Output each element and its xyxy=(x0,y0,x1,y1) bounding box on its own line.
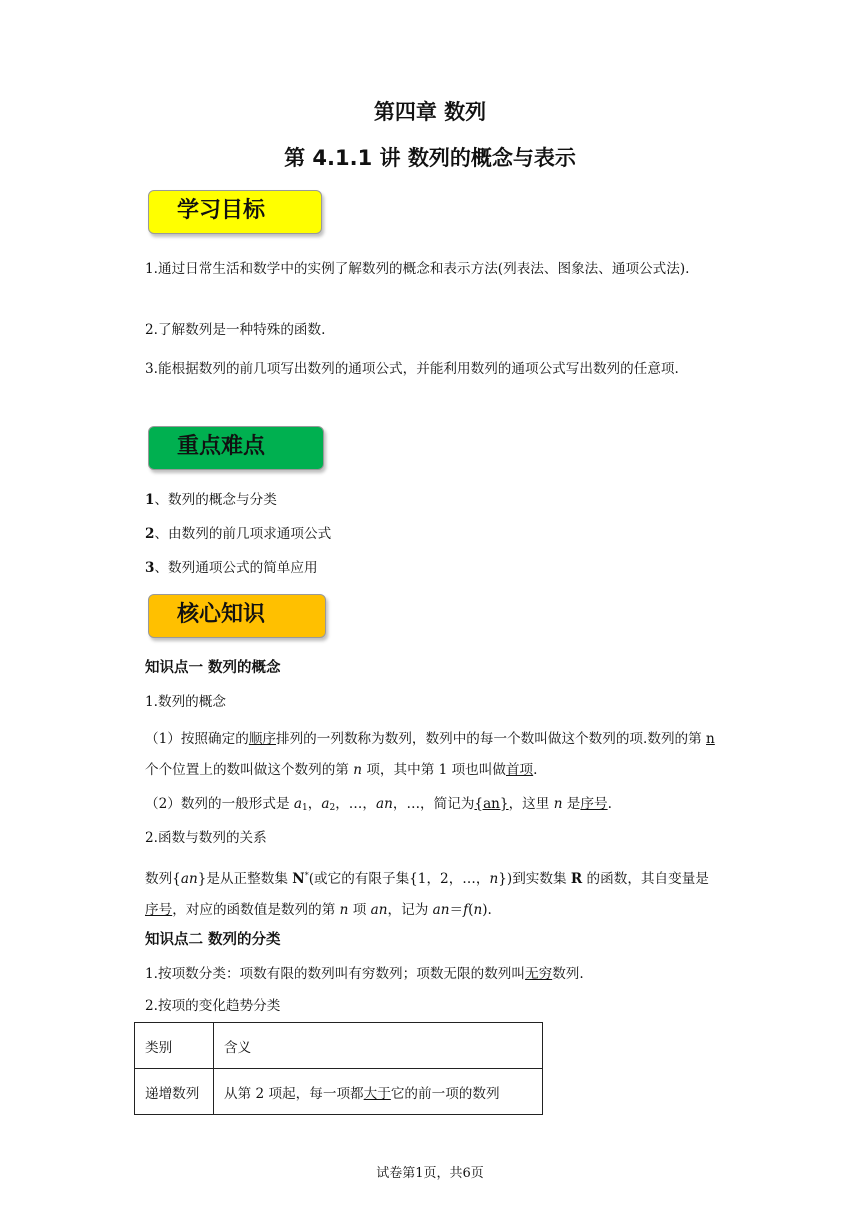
table-cell: 递增数列 xyxy=(135,1069,214,1115)
knowledge-point-1-heading: 知识点一 数列的概念 xyxy=(145,660,281,676)
goal-item-3: 3.能根据数列的前几项写出数列的通项公式，并能利用数列的通项公式写出数列的任意项. xyxy=(145,361,679,377)
keypoint-item-1 xyxy=(145,490,717,510)
table-cell: 从第 2 项起，每一项都大于它的前一项的数列 xyxy=(214,1069,543,1115)
banner-key-difficult-points xyxy=(148,426,324,470)
classification-table xyxy=(134,1022,543,1115)
subheading-classify-by-trend: 2.按项的变化趋势分类 xyxy=(145,998,281,1014)
keypoint-item-2 xyxy=(145,524,717,544)
banner-core-knowledge xyxy=(148,594,326,638)
goal-item-2: 2.了解数列是一种特殊的函数. xyxy=(145,322,326,338)
banner-label: 重点难点 xyxy=(177,434,266,459)
keypoint-item-3 xyxy=(145,558,717,578)
keypoint-text: 、由数列的前几项求通项公式 xyxy=(154,526,332,542)
paragraph-general-form: （2）数列的一般形式是 $a_1$，$a_2$，…，an，…，简记为{an}，这里 n 是序号. xyxy=(145,796,612,813)
paragraph-sequence-definition: （1）按照确定的顺序排列的一列数称为数列，数列中的每一个数叫做这个数列的项.数列的第 n 个个位置上的数叫做这个数列的第 n 项，其中第 1 项也叫做首项. xyxy=(145,731,715,778)
goal-item-1: 1.通过日常生活和数学中的实例了解数列的概念和表示方法(列表法、图象法、通项公式法). xyxy=(145,261,690,277)
table-row xyxy=(135,1069,543,1115)
subheading-sequence-concept: 1.数列的概念 xyxy=(145,694,226,710)
keypoint-text: 、数列通项公式的简单应用 xyxy=(154,560,318,576)
underline-answer: 顺序 xyxy=(248,731,276,747)
underline-answer: n xyxy=(706,731,715,747)
lesson-title: 第 4.1.1 讲 数列的概念与表示 xyxy=(284,146,576,170)
underline-answer: {an} xyxy=(474,796,509,812)
underline-answer: 无穷 xyxy=(525,966,553,982)
paragraph-classify-by-count: 1.按项数分类：项数有限的数列叫有穷数列；项数无限的数列叫无穷数列. xyxy=(145,966,584,982)
subheading-function-relation: 2.函数与数列的关系 xyxy=(145,830,267,846)
keypoint-number: 1 xyxy=(145,492,155,508)
page-footer: 试卷第1页，共6页 xyxy=(376,1166,484,1181)
banner-label: 核心知识 xyxy=(177,602,266,627)
underline-answer: 首项 xyxy=(505,762,534,778)
underline-answer: 序号 xyxy=(145,902,173,918)
keypoint-text: 、数列的概念与分类 xyxy=(154,492,277,508)
table-header-cell: 含义 xyxy=(214,1023,543,1069)
underline-answer: 大于 xyxy=(363,1085,391,1102)
keypoint-number: 3 xyxy=(145,560,155,576)
paragraph-function-relation: 数列{an}是从正整数集 N*(或它的有限子集{1，2，…，n})到实数集 R 的函数，其自变量是序号，对应的函数值是数列的第 n 项 an，记为 an＝f(n). xyxy=(145,871,709,918)
keypoint-number: 2 xyxy=(145,526,155,542)
banner-learning-goals xyxy=(148,190,322,234)
chapter-title: 第四章 数列 xyxy=(373,100,487,124)
table-header-cell: 类别 xyxy=(135,1023,214,1069)
table-header-row xyxy=(135,1023,543,1069)
banner-label: 学习目标 xyxy=(177,198,266,223)
underline-answer: 序号 xyxy=(580,796,608,812)
knowledge-point-2-heading: 知识点二 数列的分类 xyxy=(145,932,281,948)
